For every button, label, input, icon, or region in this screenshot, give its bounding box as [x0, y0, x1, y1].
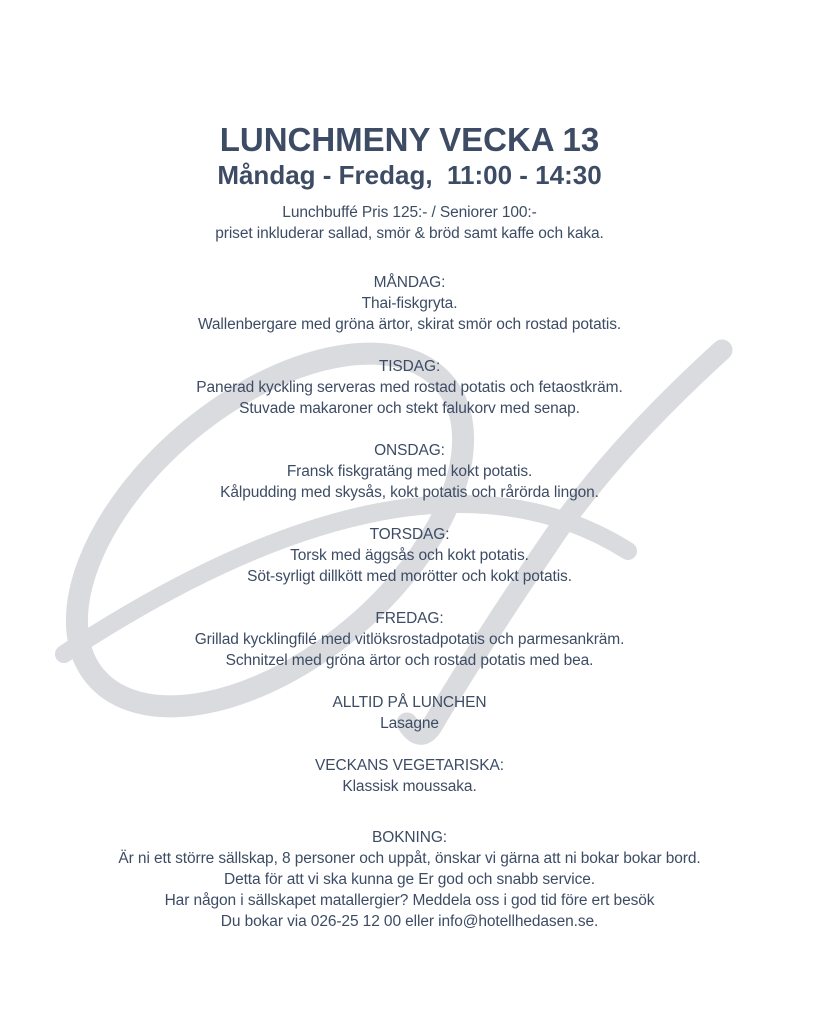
dish-line: Panerad kyckling serveras med rostad potatis och fetaostkräm.	[196, 379, 623, 396]
always-on-lunch-label: ALLTID PÅ LUNCHEN	[332, 694, 487, 711]
day-label: ONSDAG:	[374, 442, 445, 459]
price-line: Lunchbuffé Pris 125:- / Seniorer 100:-	[282, 204, 537, 221]
day-section-thursday	[0, 524, 819, 587]
dish-line: Grillad kycklingfilé med vitlöksrostadpotatis och parmesankräm.	[194, 631, 625, 648]
booking-line: Är ni ett större sällskap, 8 personer och uppåt, önskar vi gärna att ni bokar bokar bord.	[118, 850, 701, 867]
dish-line: Kålpudding med skysås, kokt potatis och rårörda lingon.	[220, 484, 599, 501]
dish-line: Klassisk moussaka.	[342, 778, 477, 795]
dish-line: Fransk fiskgratäng med kokt potatis.	[286, 463, 533, 480]
booking-contact-line: Du bokar via 026-25 12 00 eller info@hotellhedasen.se.	[220, 913, 599, 930]
vegetarian-section	[0, 755, 819, 797]
dish-line: Lasagne	[380, 715, 439, 732]
day-section-friday	[0, 608, 819, 671]
day-label: MÅNDAG:	[373, 274, 446, 291]
dish-line: Schnitzel med gröna ärtor och rostad potatis med bea.	[225, 652, 594, 669]
dish-line: Thai-fiskgryta.	[361, 295, 458, 312]
booking-label: BOKNING:	[372, 829, 447, 846]
price-info	[0, 202, 819, 244]
dish-line: Wallenbergare med gröna ärtor, skirat smör och rostad potatis.	[197, 316, 622, 333]
day-section-wednesday	[0, 440, 819, 503]
booking-line: Detta för att vi ska kunna ge Er god och snabb service.	[223, 871, 595, 888]
opening-hours: Måndag - Fredag, 11:00 - 14:30	[217, 160, 602, 190]
page-title: LUNCHMENY VECKA 13	[219, 121, 600, 158]
booking-section	[0, 827, 819, 932]
always-on-lunch-section	[0, 692, 819, 734]
booking-line: Har någon i sällskapet matallergier? Meddela oss i god tid före ert besök	[164, 892, 655, 909]
day-section-tuesday	[0, 356, 819, 419]
dish-line: Torsk med äggsås och kokt potatis.	[290, 547, 529, 564]
dish-line: Söt-syrligt dillkött med morötter och kokt potatis.	[247, 568, 572, 585]
price-includes-line: priset inkluderar sallad, smör & bröd samt kaffe och kaka.	[215, 225, 604, 242]
dish-line: Stuvade makaroner och stekt falukorv med senap.	[239, 400, 580, 417]
day-section-monday	[0, 272, 819, 335]
vegetarian-label: VECKANS VEGETARISKA:	[315, 757, 504, 774]
day-label: FREDAG:	[375, 610, 444, 627]
day-label: TORSDAG:	[369, 526, 450, 543]
day-label: TISDAG:	[378, 358, 441, 375]
